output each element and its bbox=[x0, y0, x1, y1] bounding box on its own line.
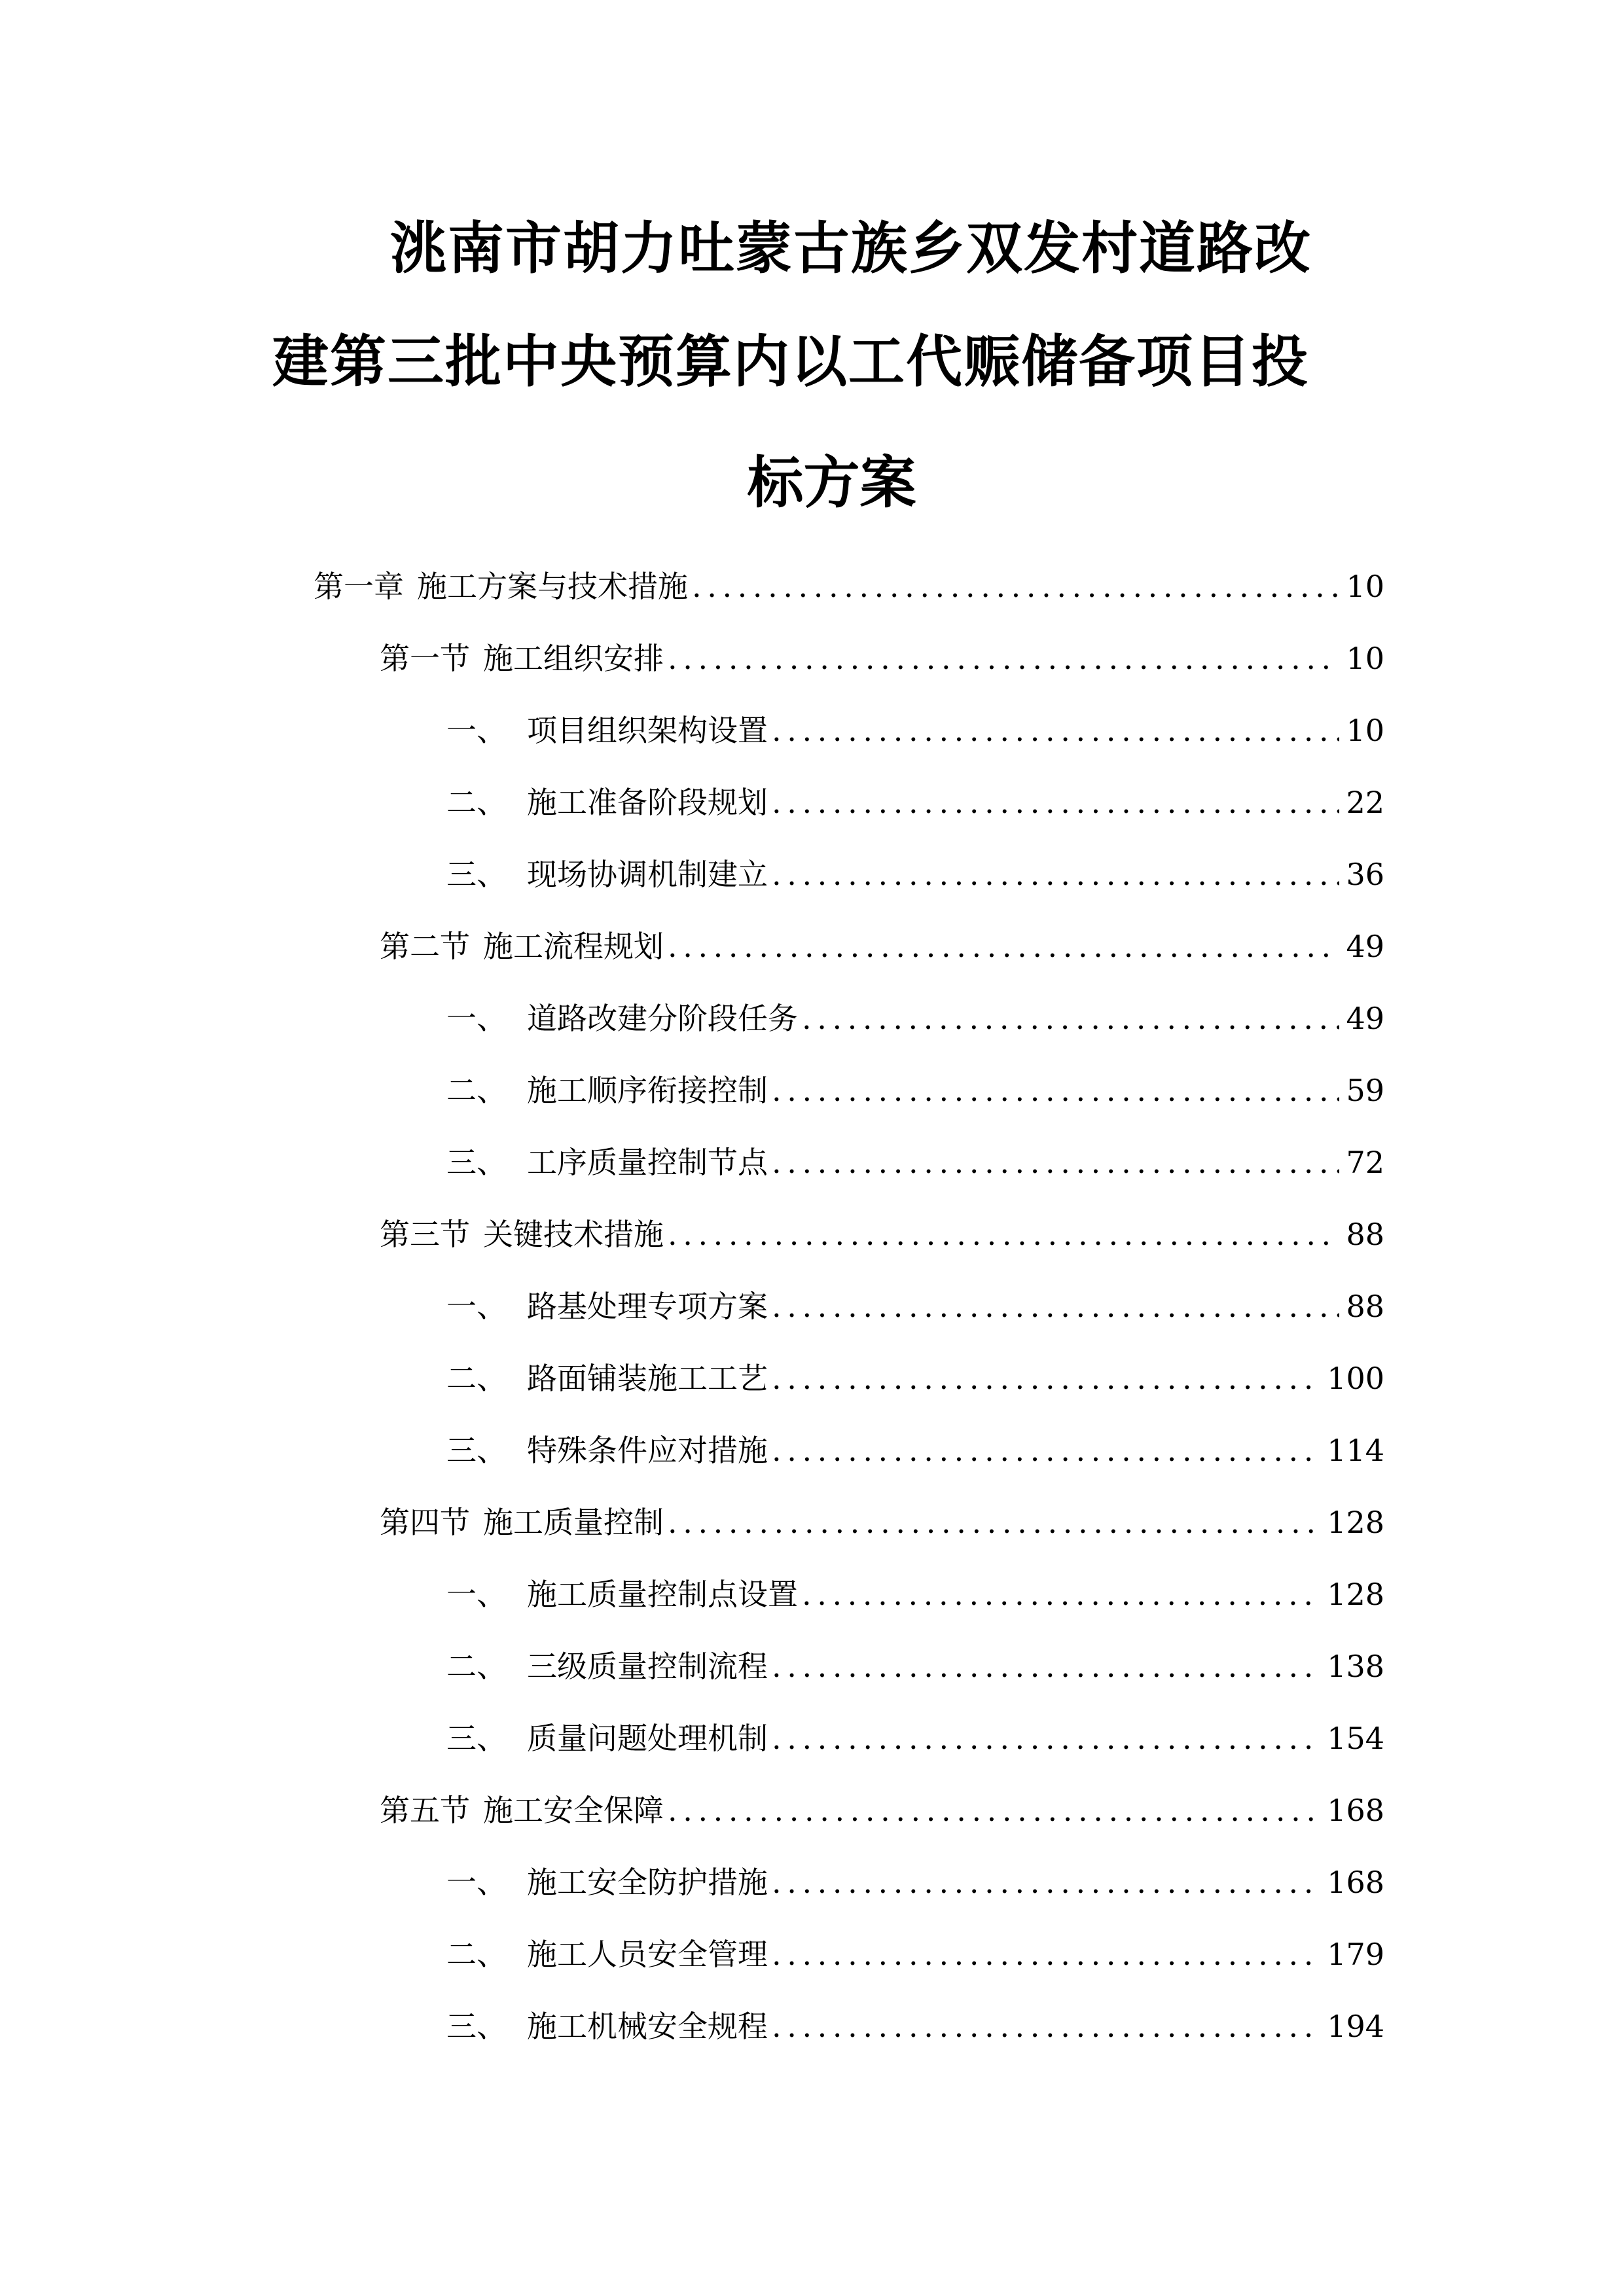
toc-entry-page-number: 88 bbox=[1346, 1289, 1384, 1324]
dot-leader bbox=[668, 639, 1339, 678]
dot-leader bbox=[668, 1215, 1339, 1254]
toc-entry-title: 施工质量控制点设置 bbox=[527, 1577, 798, 1612]
toc-entry-page-number: 168 bbox=[1327, 1865, 1384, 1900]
dot-leader bbox=[772, 1719, 1320, 1758]
toc-entry-title: 路面铺装施工工艺 bbox=[527, 1361, 768, 1396]
toc-entry-prefix: 三、 bbox=[446, 857, 507, 892]
dot-leader bbox=[668, 1503, 1320, 1542]
toc-entry-page-number: 88 bbox=[1346, 1217, 1384, 1252]
toc-entry[interactable] bbox=[380, 1503, 1384, 1542]
toc-entry-title: 施工准备阶段规划 bbox=[527, 785, 768, 820]
toc-entry-title: 施工安全保障 bbox=[483, 1793, 664, 1828]
toc-entry-prefix: 三、 bbox=[446, 1721, 507, 1756]
toc-entry[interactable] bbox=[446, 1575, 1384, 1614]
dot-leader bbox=[772, 1143, 1339, 1182]
toc-entry[interactable] bbox=[380, 639, 1384, 678]
dot-leader bbox=[668, 1791, 1320, 1830]
toc-entry-title: 施工质量控制 bbox=[483, 1505, 664, 1540]
toc-entry-page-number: 154 bbox=[1327, 1721, 1384, 1756]
dot-leader bbox=[668, 927, 1339, 966]
toc-entry[interactable] bbox=[314, 567, 1384, 606]
toc-entry-page-number: 114 bbox=[1327, 1433, 1384, 1468]
dot-leader bbox=[772, 1647, 1320, 1686]
toc-entry[interactable] bbox=[380, 1215, 1384, 1254]
toc-entry-page-number: 179 bbox=[1327, 1937, 1384, 1972]
toc-entry-page-number: 194 bbox=[1327, 2009, 1384, 2044]
dot-leader bbox=[772, 1935, 1320, 1974]
dot-leader bbox=[772, 1071, 1339, 1110]
toc-entry-prefix: 第五节 bbox=[380, 1793, 470, 1828]
toc-entry-page-number: 10 bbox=[1346, 713, 1384, 748]
toc-entry[interactable] bbox=[446, 1431, 1384, 1470]
toc-entry-prefix: 二、 bbox=[446, 785, 507, 820]
toc-entry-prefix: 二、 bbox=[446, 1649, 507, 1684]
toc-entry-prefix: 二、 bbox=[446, 1361, 507, 1396]
toc-entry-prefix: 第二节 bbox=[380, 929, 470, 964]
toc-entry-title: 施工安全防护措施 bbox=[527, 1865, 768, 1900]
toc-entry-page-number: 22 bbox=[1346, 785, 1384, 820]
toc-entry-prefix: 三、 bbox=[446, 1145, 507, 1180]
document-title-line-3: 标方案 bbox=[747, 450, 916, 516]
toc-entry[interactable] bbox=[446, 1935, 1384, 1974]
toc-entry-prefix: 一、 bbox=[446, 1865, 507, 1900]
toc-entry-title: 施工顺序衔接控制 bbox=[527, 1073, 768, 1108]
toc-entry[interactable] bbox=[446, 999, 1384, 1038]
dot-leader bbox=[772, 1863, 1320, 1902]
dot-leader bbox=[772, 855, 1339, 894]
toc-entry-title: 路基处理专项方案 bbox=[527, 1289, 768, 1324]
dot-leader bbox=[802, 999, 1339, 1038]
toc-entry[interactable] bbox=[446, 855, 1384, 894]
toc-entry-page-number: 10 bbox=[1346, 641, 1384, 676]
toc-entry-page-number: 100 bbox=[1327, 1361, 1384, 1396]
toc-entry-title: 施工方案与技术措施 bbox=[417, 569, 688, 604]
dot-leader bbox=[772, 783, 1339, 822]
toc-entry-prefix: 第四节 bbox=[380, 1505, 470, 1540]
toc-entry-title: 特殊条件应对措施 bbox=[527, 1433, 768, 1468]
toc-entry-page-number: 72 bbox=[1346, 1145, 1384, 1180]
toc-entry-prefix: 一、 bbox=[446, 1001, 507, 1036]
toc-entry-prefix: 一、 bbox=[446, 1289, 507, 1324]
toc-entry[interactable] bbox=[380, 1791, 1384, 1830]
dot-leader bbox=[772, 2007, 1320, 2046]
toc-entry-prefix: 第三节 bbox=[380, 1217, 470, 1252]
toc-entry-title: 现场协调机制建立 bbox=[527, 857, 768, 892]
toc-entry-title: 施工组织安排 bbox=[483, 641, 664, 676]
toc-entry[interactable] bbox=[446, 783, 1384, 822]
toc-entry[interactable] bbox=[446, 1863, 1384, 1902]
document-title-line-1: 洮南市胡力吐蒙古族乡双发村道路改 bbox=[390, 216, 1312, 281]
toc-entry-title: 项目组织架构设置 bbox=[527, 713, 768, 748]
toc-entry[interactable] bbox=[446, 1359, 1384, 1398]
toc-entry[interactable] bbox=[446, 1287, 1384, 1326]
toc-entry[interactable] bbox=[380, 927, 1384, 966]
dot-leader bbox=[772, 711, 1339, 750]
toc-entry-page-number: 138 bbox=[1327, 1649, 1384, 1684]
dot-leader bbox=[772, 1287, 1339, 1326]
toc-entry[interactable] bbox=[446, 1719, 1384, 1758]
toc-entry-title: 施工人员安全管理 bbox=[527, 1937, 768, 1972]
toc-entry-title: 质量问题处理机制 bbox=[527, 1721, 768, 1756]
toc-entry[interactable] bbox=[446, 1071, 1384, 1110]
document-title-line-2: 建第三批中央预算内以工代赈储备项目投 bbox=[272, 329, 1309, 395]
toc-entry-title: 施工流程规划 bbox=[483, 929, 664, 964]
toc-entry-prefix: 三、 bbox=[446, 1433, 507, 1468]
dot-leader bbox=[692, 567, 1339, 606]
toc-entry-title: 道路改建分阶段任务 bbox=[527, 1001, 798, 1036]
dot-leader bbox=[772, 1359, 1320, 1398]
toc-entry-title: 工序质量控制节点 bbox=[527, 1145, 768, 1180]
toc-entry[interactable] bbox=[446, 711, 1384, 750]
toc-entry-page-number: 168 bbox=[1327, 1793, 1384, 1828]
toc-entry-page-number: 59 bbox=[1346, 1073, 1384, 1108]
toc-entry[interactable] bbox=[446, 2007, 1384, 2046]
toc-entry-title: 施工机械安全规程 bbox=[527, 2009, 768, 2044]
toc-entry-prefix: 第一节 bbox=[380, 641, 470, 676]
toc-entry-prefix: 一、 bbox=[446, 713, 507, 748]
toc-entry-prefix: 三、 bbox=[446, 2009, 507, 2044]
toc-entry-page-number: 128 bbox=[1327, 1505, 1384, 1540]
toc-entry-title: 关键技术措施 bbox=[483, 1217, 664, 1252]
toc-entry-page-number: 36 bbox=[1346, 857, 1384, 892]
toc-entry-page-number: 49 bbox=[1346, 1001, 1384, 1036]
toc-entry-prefix: 二、 bbox=[446, 1937, 507, 1972]
dot-leader bbox=[802, 1575, 1320, 1614]
toc-entry-prefix: 第一章 bbox=[314, 569, 404, 604]
toc-entry-page-number: 49 bbox=[1346, 929, 1384, 964]
toc-entry-page-number: 128 bbox=[1327, 1577, 1384, 1612]
toc-entry-title: 三级质量控制流程 bbox=[527, 1649, 768, 1684]
dot-leader bbox=[772, 1431, 1320, 1470]
toc-entry-prefix: 二、 bbox=[446, 1073, 507, 1108]
toc-entry[interactable] bbox=[446, 1143, 1384, 1182]
toc-entry-prefix: 一、 bbox=[446, 1577, 507, 1612]
toc-entry-page-number: 10 bbox=[1346, 569, 1384, 604]
toc-entry[interactable] bbox=[446, 1647, 1384, 1686]
